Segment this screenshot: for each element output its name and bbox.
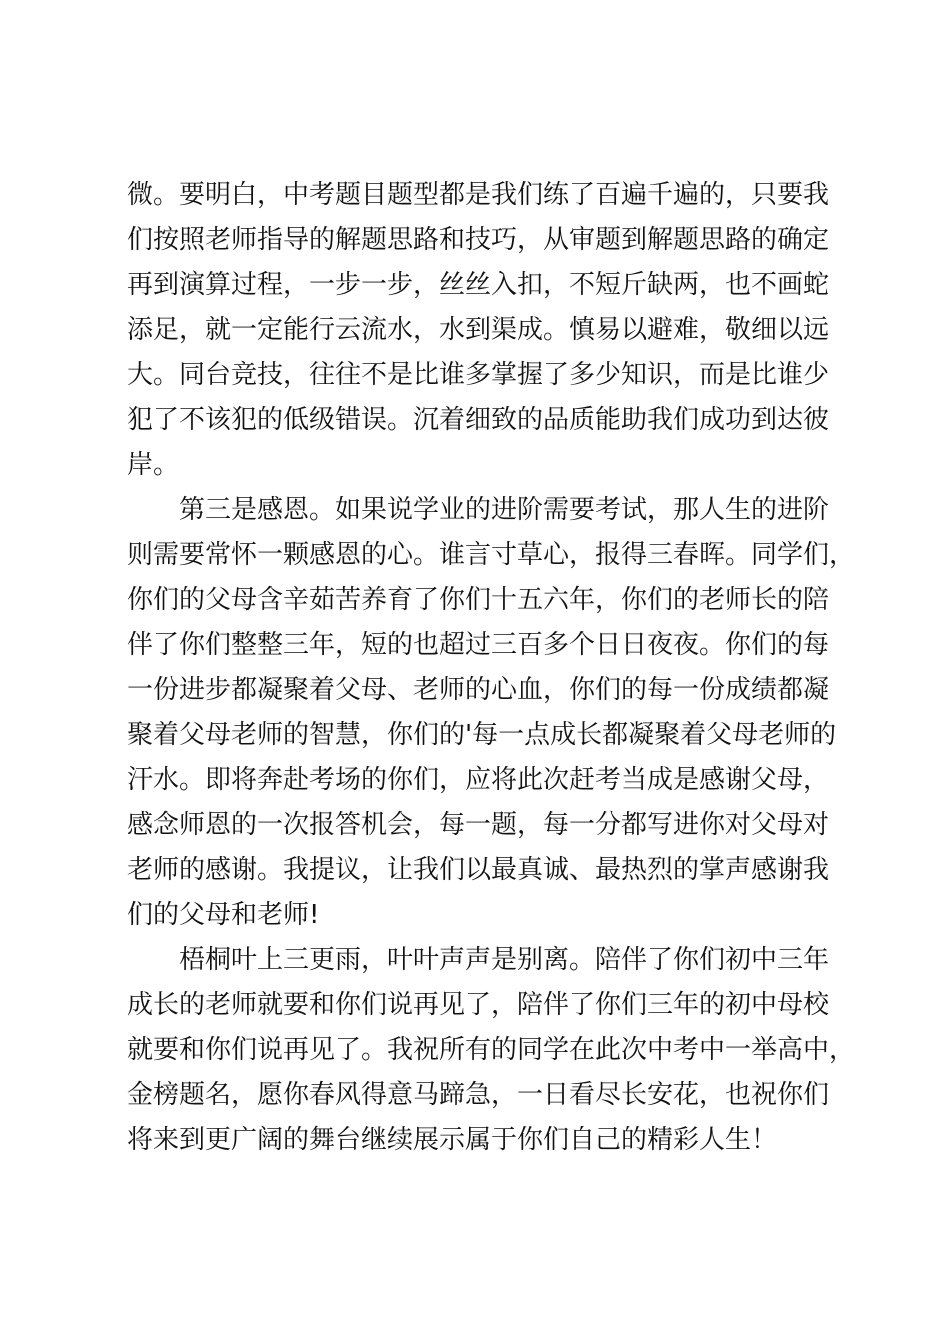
text-line: 就要和你们说再见了。我祝所有的同学在此次中考中一举高中， <box>127 1035 856 1065</box>
text-line: 将来到更广阔的舞台继续展示属于你们自己的精彩人生！ <box>127 1125 778 1155</box>
paragraph-start-line: 梧桐叶上三更雨，叶叶声声是别离。陪伴了你们初中三年 <box>179 945 830 975</box>
text-line: 微。要明白，中考题目题型都是我们练了百遍千遍的，只要我 <box>127 180 830 210</box>
text-line: 伴了你们整整三年，短的也超过三百多个日日夜夜。你们的每 <box>127 630 830 660</box>
text-line: 大。同台竞技，往往不是比谁多掌握了多少知识，而是比谁少 <box>127 360 830 390</box>
text-line: 岸。 <box>127 450 180 480</box>
text-line: 成长的老师就要和你们说再见了，陪伴了你们三年的初中母校 <box>127 990 830 1020</box>
text-line: 聚着父母老师的智慧，你们的'每一点成长都凝聚着父母老师的 <box>127 720 837 750</box>
paragraph-start-line: 第三是感恩。如果说学业的进阶需要考试，那人生的进阶 <box>179 495 830 525</box>
body-text <box>127 173 856 1163</box>
text-line: 再到演算过程，一步一步，丝丝入扣，不短斤缺两，也不画蛇 <box>127 270 830 300</box>
text-line: 添足，就一定能行云流水，水到渠成。慎易以避难，敬细以远 <box>127 315 830 345</box>
text-line: 老师的感谢。我提议，让我们以最真诚、最热烈的掌声感谢我 <box>127 855 830 885</box>
text-line: 一份进步都凝聚着父母、老师的心血，你们的每一份成绩都凝 <box>127 675 830 705</box>
text-line: 则需要常怀一颗感恩的心。谁言寸草心，报得三春晖。同学们， <box>127 540 856 570</box>
text-line: 们按照老师指导的解题思路和技巧，从审题到解题思路的确定 <box>127 225 830 255</box>
text-line: 汗水。即将奔赴考场的你们，应将此次赶考当成是感谢父母， <box>127 765 830 795</box>
text-line: 你们的父母含辛茹苦养育了你们十五六年，你们的老师长的陪 <box>127 585 830 615</box>
text-line: 们的父母和老师! <box>127 900 320 930</box>
text-line: 感念师恩的一次报答机会，每一题，每一分都写进你对父母对 <box>127 810 830 840</box>
text-line: 金榜题名，愿你春风得意马蹄急，一日看尽长安花，也祝你们 <box>127 1080 830 1110</box>
text-line: 犯了不该犯的低级错误。沉着细致的品质能助我们成功到达彼 <box>127 405 830 435</box>
